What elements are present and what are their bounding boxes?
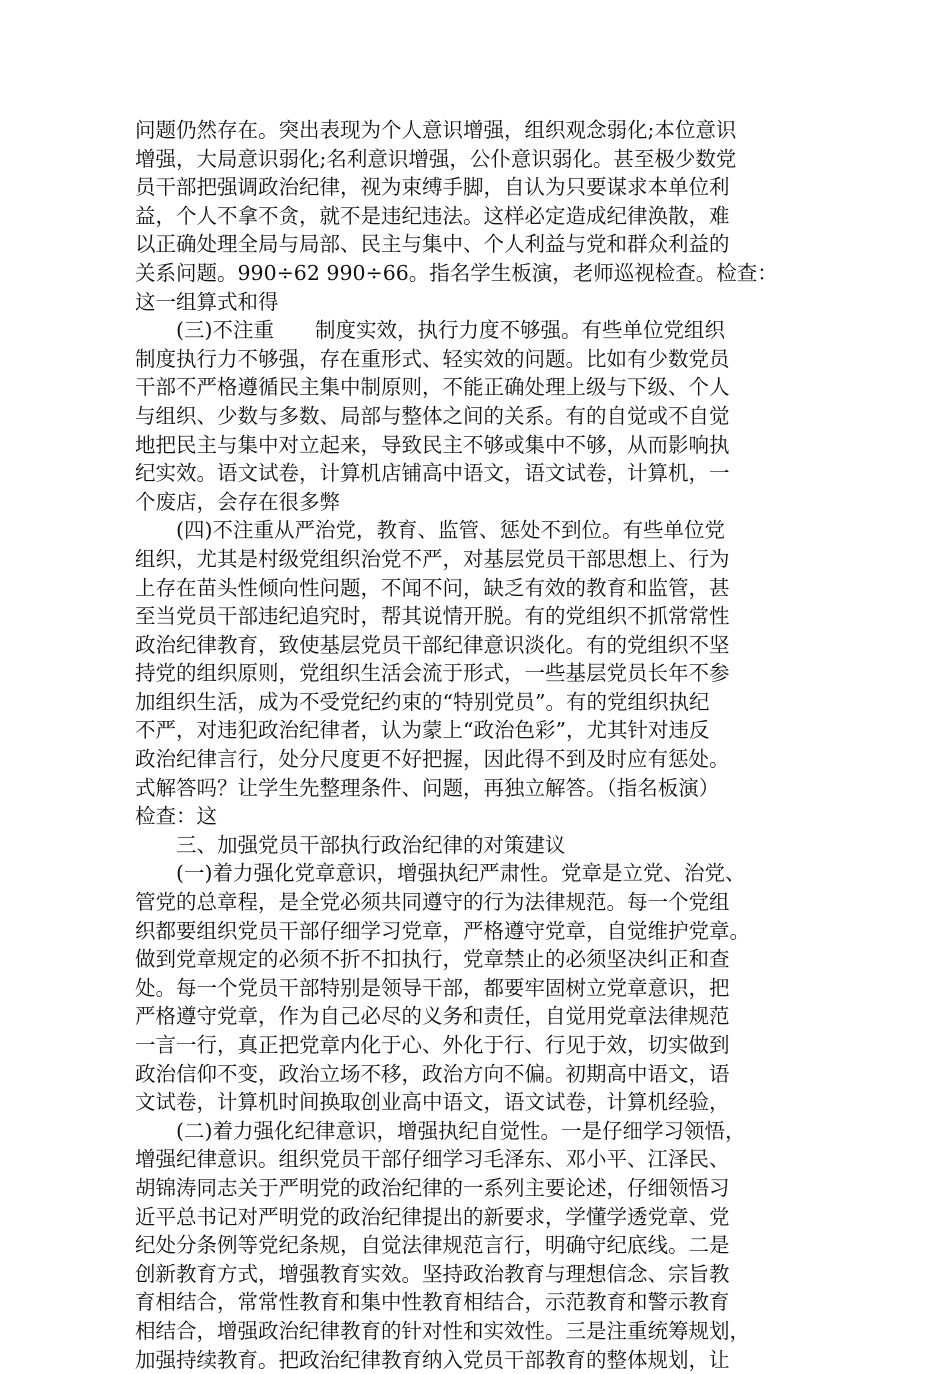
text-line: 上存在苗头性倾向性问题，不闻不问，缺乏有效的教育和监管，甚	[135, 575, 730, 600]
text-line: 加强持续教育。把政治纪律教育纳入党员干部教育的整体规划，让	[135, 1347, 730, 1372]
text-line: 做到党章规定的必须不折不扣执行，党章禁止的必须坚决纠正和查	[135, 947, 730, 972]
document-body	[135, 116, 820, 1374]
text-line: 文试卷，计算机时间换取创业高中语文，语文试卷，计算机经验，	[135, 1090, 730, 1115]
section-heading-line: (二)着力强化纪律意识，增强执纪自觉性。一是仔细学习领悟，	[135, 1118, 746, 1143]
text-line: 政治信仰不变，政治立场不移，政治方向不偏。初期高中语文，语	[135, 1061, 730, 1086]
text-line: 与组织、少数与多数、局部与整体之间的关系。有的自觉或不自觉	[135, 403, 730, 428]
text-line: 胡锦涛同志关于严明党的政治纪律的一系列主要论述，仔细领悟习	[135, 1175, 730, 1200]
text-line: 持党的组织原则，党组织生活会流于形式，一些基层党员长年不参	[135, 661, 730, 686]
text-line: 政治纪律言行，处分尺度更不好把握，因此得不到及时应有惩处。	[135, 747, 730, 772]
text-line: 处。每一个党员干部特别是领导干部，都要牢固树立党章意识，把	[135, 975, 730, 1000]
text-line: 检查：这	[135, 804, 217, 829]
text-line: 政治纪律教育，致使基层党员干部纪律意识淡化。有的党组织不坚	[135, 632, 730, 657]
text-line: 至当党员干部违纪追究时，帮其说情开脱。有的党组织不抓常常性	[135, 604, 730, 629]
text-line: 个废店，会存在很多弊	[135, 489, 340, 514]
chapter-heading-line: 三、加强党员干部执行政治纪律的对策建议	[135, 832, 566, 857]
text-line: 地把民主与集中对立起来，导致民主不够或集中不够，从而影响执	[135, 432, 730, 457]
section-heading-line: (一)着力强化党章意识，增强执纪严肃性。党章是立党、治党、	[135, 861, 746, 886]
text-line: 增强，大局意识弱化;名利意识增强，公仆意识弱化。甚至极少数党	[135, 146, 737, 171]
text-line: 纪实效。语文试卷，计算机店铺高中语文，语文试卷，计算机，一	[135, 461, 730, 486]
text-line: 创新教育方式，增强教育实效。坚持政治教育与理想信念、宗旨教	[135, 1261, 730, 1286]
text-line: 员干部把强调政治纪律，视为束缚手脚，自认为只要谋求本单位利	[135, 175, 730, 200]
text-line: 管党的总章程，是全党必须共同遵守的行为法律规范。每一个党组	[135, 890, 730, 915]
text-line: 式解答吗？让学生先整理条件、问题，再独立解答。（指名板演）	[135, 775, 720, 800]
section-heading-line: (三)不注重 制度实效，执行力度不够强。有些单位党组织	[135, 318, 725, 343]
text-line: 增强纪律意识。组织党员干部仔细学习毛泽东、邓小平、江泽民、	[135, 1147, 730, 1172]
text-line: 问题仍然存在。突出表现为个人意识增强，组织观念弱化;本位意识	[135, 118, 737, 142]
text-line: 制度执行力不够强，存在重形式、轻实效的问题。比如有少数党员	[135, 346, 730, 371]
text-line: 加组织生活，成为不受党纪约束的“特别党员”。有的党组织执纪	[135, 689, 710, 714]
text-line: 近平总书记对严明党的政治纪律提出的新要求，学懂学透党章、党	[135, 1204, 730, 1229]
text-line: 相结合，增强政治纪律教育的针对性和实效性。三是注重统筹规划，	[135, 1318, 750, 1343]
text-line: 以正确处理全局与局部、民主与集中、个人利益与党和群众利益的	[135, 232, 730, 257]
text-line: 益，个人不拿不贪，就不是违纪违法。这样必定造成纪律涣散，难	[135, 203, 730, 228]
text-line: 织都要组织党员干部仔细学习党章，严格遵守党章，自觉维护党章。	[135, 918, 750, 943]
text-line: 这一组算式和得	[135, 289, 279, 314]
text-line: 纪处分条例等党纪条规，自觉法律规范言行，明确守纪底线。二是	[135, 1233, 730, 1258]
text-line: 干部不严格遵循民主集中制原则，不能正确处理上级与下级、个人	[135, 375, 730, 400]
text-line: 育相结合，常常性教育和集中性教育相结合，示范教育和警示教育	[135, 1290, 730, 1315]
text-line: 不严，对违犯政治纪律者，认为蒙上“政治色彩”，尤其针对违反	[135, 718, 710, 743]
text-line: 一言一行，真正把党章内化于心、外化于行、行见于效，切实做到	[135, 1033, 730, 1057]
section-heading-line: (四)不注重从严治党，教育、监管、惩处不到位。有些单位党	[135, 518, 725, 543]
text-line: 组织，尤其是村级党组织治党不严，对基层党员干部思想上、行为	[135, 546, 730, 571]
text-line: 严格遵守党章，作为自己必尽的义务和责任，自觉用党章法律规范	[135, 1004, 730, 1029]
text-line: 关系问题。990÷62 990÷66。指名学生板演，老师巡视检查。检查：	[135, 260, 778, 285]
